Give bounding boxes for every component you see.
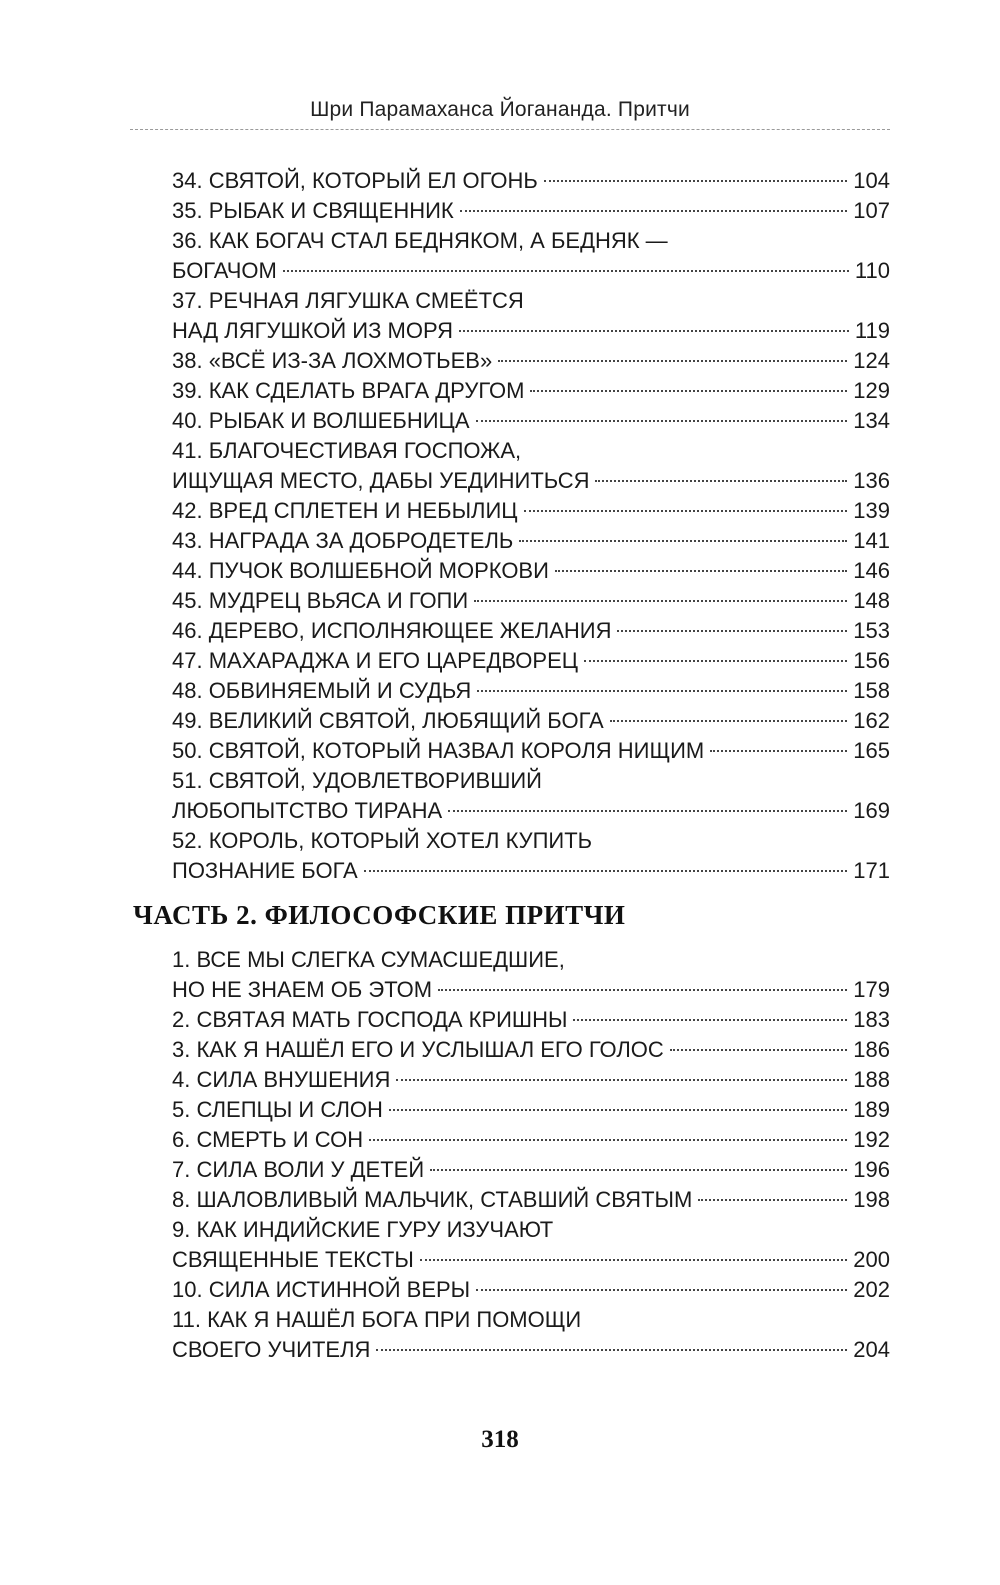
toc-entry — [172, 736, 890, 766]
toc-entry — [172, 226, 890, 286]
toc-entry-line — [172, 616, 890, 646]
toc-entry-title: СВЯЩЕННЫЕ ТЕКСТЫ — [172, 1247, 414, 1272]
toc-entry — [172, 1305, 890, 1365]
toc-entry-title: 37. РЕЧНАЯ ЛЯГУШКА СМЕЁТСЯ — [172, 288, 524, 313]
toc-entry-title: 2. СВЯТАЯ МАТЬ ГОСПОДА КРИШНЫ — [172, 1007, 568, 1032]
toc-entry-title: 10. СИЛА ИСТИННОЙ ВЕРЫ — [172, 1277, 471, 1302]
toc-entry-line — [172, 676, 890, 706]
toc-entry — [172, 1185, 890, 1215]
toc-entry — [172, 1005, 890, 1035]
toc-entry-title: БОГАЧОМ — [172, 258, 277, 283]
dot-leader — [519, 540, 847, 542]
toc-entry-page: 124 — [853, 348, 890, 373]
toc-entry-title: НАД ЛЯГУШКОЙ ИЗ МОРЯ — [172, 318, 454, 343]
toc-entry-line — [172, 1095, 890, 1125]
dot-leader — [498, 360, 847, 362]
toc-entry — [172, 1155, 890, 1185]
toc-entry-line — [172, 556, 890, 586]
dot-leader — [364, 870, 848, 872]
toc-entry-line — [172, 975, 890, 1005]
toc-entry — [172, 166, 890, 196]
dot-leader — [617, 630, 847, 632]
dot-leader — [524, 510, 848, 512]
part2-heading: ЧАСТЬ 2. ФИЛОСОФСКИЕ ПРИТЧИ — [133, 900, 626, 930]
toc-entry-page: 158 — [853, 678, 890, 703]
running-head-rule — [130, 129, 890, 130]
toc-entry-line — [172, 406, 890, 436]
dot-leader — [477, 690, 847, 692]
toc-entry-title: 34. СВЯТОЙ, КОТОРЫЙ ЕЛ ОГОНЬ — [172, 168, 538, 193]
toc-entry-title: 46. ДЕРЕВО, ИСПОЛНЯЮЩЕЕ ЖЕЛАНИЯ — [172, 618, 612, 643]
toc-entry-line — [172, 1305, 890, 1335]
toc-entry-line — [172, 316, 890, 346]
page-number: 318 — [481, 1426, 519, 1453]
toc-entry-title: 51. СВЯТОЙ, УДОВЛЕТВОРИВШИЙ — [172, 768, 542, 793]
toc-entry-line — [172, 196, 890, 226]
toc-entry-line — [172, 1215, 890, 1245]
toc-entry-line — [172, 1005, 890, 1035]
toc-entry-line — [172, 466, 890, 496]
toc-entry-title: 7. СИЛА ВОЛИ У ДЕТЕЙ — [172, 1157, 425, 1182]
toc-entry-line — [172, 945, 890, 975]
toc-entry-title: СВОЕГО УЧИТЕЛЯ — [172, 1337, 371, 1362]
toc-entry-line — [172, 766, 890, 796]
toc-entry-title: 6. СМЕРТЬ И СОН — [172, 1127, 364, 1152]
dot-leader — [396, 1079, 847, 1081]
toc-entry-title: 39. КАК СДЕЛАТЬ ВРАГА ДРУГОМ — [172, 378, 525, 403]
toc-entry-title: 47. МАХАРАДЖА И ЕГО ЦАРЕДВОРЕЦ — [172, 648, 579, 673]
toc-entry-page: 129 — [853, 378, 890, 403]
toc-entry-title: 44. ПУЧОК ВОЛШЕБНОЙ МОРКОВИ — [172, 558, 549, 583]
dot-leader — [710, 750, 847, 752]
toc-entry-line — [172, 1275, 890, 1305]
toc-entry-title: 8. ШАЛОВЛИВЫЙ МАЛЬЧИК, СТАВШИЙ СВЯТЫМ — [172, 1187, 693, 1212]
toc-entry — [172, 496, 890, 526]
toc-entry — [172, 676, 890, 706]
dot-leader — [438, 989, 847, 991]
toc-entry-line — [172, 286, 890, 316]
toc-entry — [172, 1035, 890, 1065]
toc-entry-page: 141 — [853, 528, 890, 553]
toc-entry-page: 200 — [853, 1247, 890, 1272]
toc-entry-page: 183 — [853, 1007, 890, 1032]
toc-entry-page: 188 — [853, 1067, 890, 1092]
toc-entry-page: 192 — [853, 1127, 890, 1152]
toc-entry-line — [172, 1065, 890, 1095]
dot-leader — [530, 390, 847, 392]
toc-entry-page: 179 — [853, 977, 890, 1002]
toc-entry-title: 48. ОБВИНЯЕМЫЙ И СУДЬЯ — [172, 678, 472, 703]
toc-entry-line — [172, 706, 890, 736]
toc-entry-line — [172, 1245, 890, 1275]
dot-leader — [420, 1259, 847, 1261]
toc-entry — [172, 196, 890, 226]
toc-entry-page: 189 — [853, 1097, 890, 1122]
toc-entry-page: 110 — [854, 258, 890, 283]
toc-entry-page: 186 — [853, 1037, 890, 1062]
dot-leader — [670, 1049, 847, 1051]
toc-entry-page: 146 — [853, 558, 890, 583]
dot-leader — [389, 1109, 847, 1111]
toc-entry — [172, 556, 890, 586]
toc-entry-title: 52. КОРОЛЬ, КОТОРЫЙ ХОТЕЛ КУПИТЬ — [172, 828, 593, 853]
dot-leader — [610, 720, 848, 722]
dot-leader — [369, 1139, 847, 1141]
toc-entry-page: 136 — [853, 468, 890, 493]
toc-entry — [172, 945, 890, 1005]
toc-entry-line — [172, 1125, 890, 1155]
toc-part1 — [172, 166, 890, 886]
toc-entry — [172, 436, 890, 496]
toc-entry-page: 156 — [853, 648, 890, 673]
dot-leader — [376, 1349, 847, 1351]
toc-entry-page: 148 — [853, 588, 890, 613]
toc-entry-line — [172, 256, 890, 286]
toc-entry-title: 38. «ВСЁ ИЗ-ЗА ЛОХМОТЬЕВ» — [172, 348, 493, 373]
toc-entry-line — [172, 586, 890, 616]
toc-entry — [172, 1125, 890, 1155]
toc-entry-title: 50. СВЯТОЙ, КОТОРЫЙ НАЗВАЛ КОРОЛЯ НИЩИМ — [172, 738, 705, 763]
dot-leader — [283, 270, 849, 272]
dot-leader — [476, 1289, 847, 1291]
toc-entry-page: 165 — [853, 738, 890, 763]
toc-entry-title: 9. КАК ИНДИЙСКИЕ ГУРУ ИЗУЧАЮТ — [172, 1217, 554, 1242]
dot-leader — [459, 330, 849, 332]
toc-entry-title: 45. МУДРЕЦ ВЬЯСА И ГОПИ — [172, 588, 469, 613]
toc-entry-page: 104 — [853, 168, 890, 193]
dot-leader — [448, 810, 847, 812]
toc-entry-line — [172, 796, 890, 826]
toc-entry-page: 153 — [853, 618, 890, 643]
toc-entry-page: 134 — [853, 408, 890, 433]
toc-entry-page: 169 — [853, 798, 890, 823]
toc-entry — [172, 646, 890, 676]
toc-entry-line — [172, 436, 890, 466]
dot-leader — [698, 1199, 847, 1201]
toc-entry-title: 3. КАК Я НАШЁЛ ЕГО И УСЛЫШАЛ ЕГО ГОЛОС — [172, 1037, 664, 1062]
toc-entry-line — [172, 856, 890, 886]
dot-leader — [544, 180, 847, 182]
dot-leader — [474, 600, 847, 602]
dot-leader — [584, 660, 847, 662]
toc-entry-line — [172, 1035, 890, 1065]
toc-entry-line — [172, 1335, 890, 1365]
toc-entry-title: 4. СИЛА ВНУШЕНИЯ — [172, 1067, 391, 1092]
toc-entry-title: 11. КАК Я НАШЁЛ БОГА ПРИ ПОМОЩИ — [172, 1307, 582, 1332]
toc-entry — [172, 616, 890, 646]
toc-entry-page: 171 — [853, 858, 890, 883]
dot-leader — [573, 1019, 847, 1021]
toc-entry-line — [172, 1155, 890, 1185]
toc-entry — [172, 526, 890, 556]
dot-leader — [595, 480, 847, 482]
toc-entry — [172, 706, 890, 736]
toc-entry-title: 1. ВСЕ МЫ СЛЕГКА СУМАСШЕДШИЕ, — [172, 947, 565, 972]
toc-entry-title: ПОЗНАНИЕ БОГА — [172, 858, 358, 883]
toc-entry-title: 42. ВРЕД СПЛЕТЕН И НЕБЫЛИЦ — [172, 498, 518, 523]
toc-entry-page: 202 — [853, 1277, 890, 1302]
toc-entry — [172, 826, 890, 886]
toc-entry-line — [172, 496, 890, 526]
running-head: Шри Парамаханса Йогананда. Притчи — [310, 98, 690, 121]
toc-entry-page: 162 — [853, 708, 890, 733]
toc-entry-line — [172, 526, 890, 556]
toc-entry-page: 139 — [853, 498, 890, 523]
toc-entry-title: 41. БЛАГОЧЕСТИВАЯ ГОСПОЖА, — [172, 438, 522, 463]
toc-entry-title: ИЩУЩАЯ МЕСТО, ДАБЫ УЕДИНИТЬСЯ — [172, 468, 590, 493]
toc-entry-page: 107 — [853, 198, 890, 223]
toc-entry-title: 35. РЫБАК И СВЯЩЕННИК — [172, 198, 454, 223]
toc-entry-line — [172, 826, 890, 856]
toc-entry — [172, 1275, 890, 1305]
toc-part2 — [172, 945, 890, 1365]
toc-entry-page: 196 — [853, 1157, 890, 1182]
toc-entry-page: 198 — [853, 1187, 890, 1212]
toc-entry-line — [172, 736, 890, 766]
toc-entry-title: 36. КАК БОГАЧ СТАЛ БЕДНЯКОМ, А БЕДНЯК — — [172, 228, 668, 253]
toc-entry — [172, 286, 890, 346]
dot-leader — [430, 1169, 847, 1171]
toc-entry-page: 119 — [854, 318, 890, 343]
toc-entry-title: НО НЕ ЗНАЕМ ОБ ЭТОМ — [172, 977, 433, 1002]
dot-leader — [460, 210, 848, 212]
dot-leader — [555, 570, 847, 572]
toc-entry — [172, 1215, 890, 1275]
toc-entry-line — [172, 226, 890, 256]
toc-entry — [172, 376, 890, 406]
toc-entry — [172, 586, 890, 616]
toc-entry-title: ЛЮБОПЫТСТВО ТИРАНА — [172, 798, 443, 823]
toc-entry — [172, 1065, 890, 1095]
toc-entry-page: 204 — [853, 1337, 890, 1362]
toc-entry-line — [172, 1185, 890, 1215]
toc-entry — [172, 766, 890, 826]
dot-leader — [476, 420, 848, 422]
toc-entry-title: 40. РЫБАК И ВОЛШЕБНИЦА — [172, 408, 470, 433]
toc-entry-line — [172, 376, 890, 406]
toc-entry-title: 43. НАГРАДА ЗА ДОБРОДЕТЕЛЬ — [172, 528, 514, 553]
toc-entry-title: 5. СЛЕПЦЫ И СЛОН — [172, 1097, 383, 1122]
toc-entry — [172, 346, 890, 376]
toc-entry-line — [172, 646, 890, 676]
toc-entry-line — [172, 166, 890, 196]
toc-entry-title: 49. ВЕЛИКИЙ СВЯТОЙ, ЛЮБЯЩИЙ БОГА — [172, 708, 604, 733]
toc-entry — [172, 406, 890, 436]
toc-entry — [172, 1095, 890, 1125]
toc-entry-line — [172, 346, 890, 376]
